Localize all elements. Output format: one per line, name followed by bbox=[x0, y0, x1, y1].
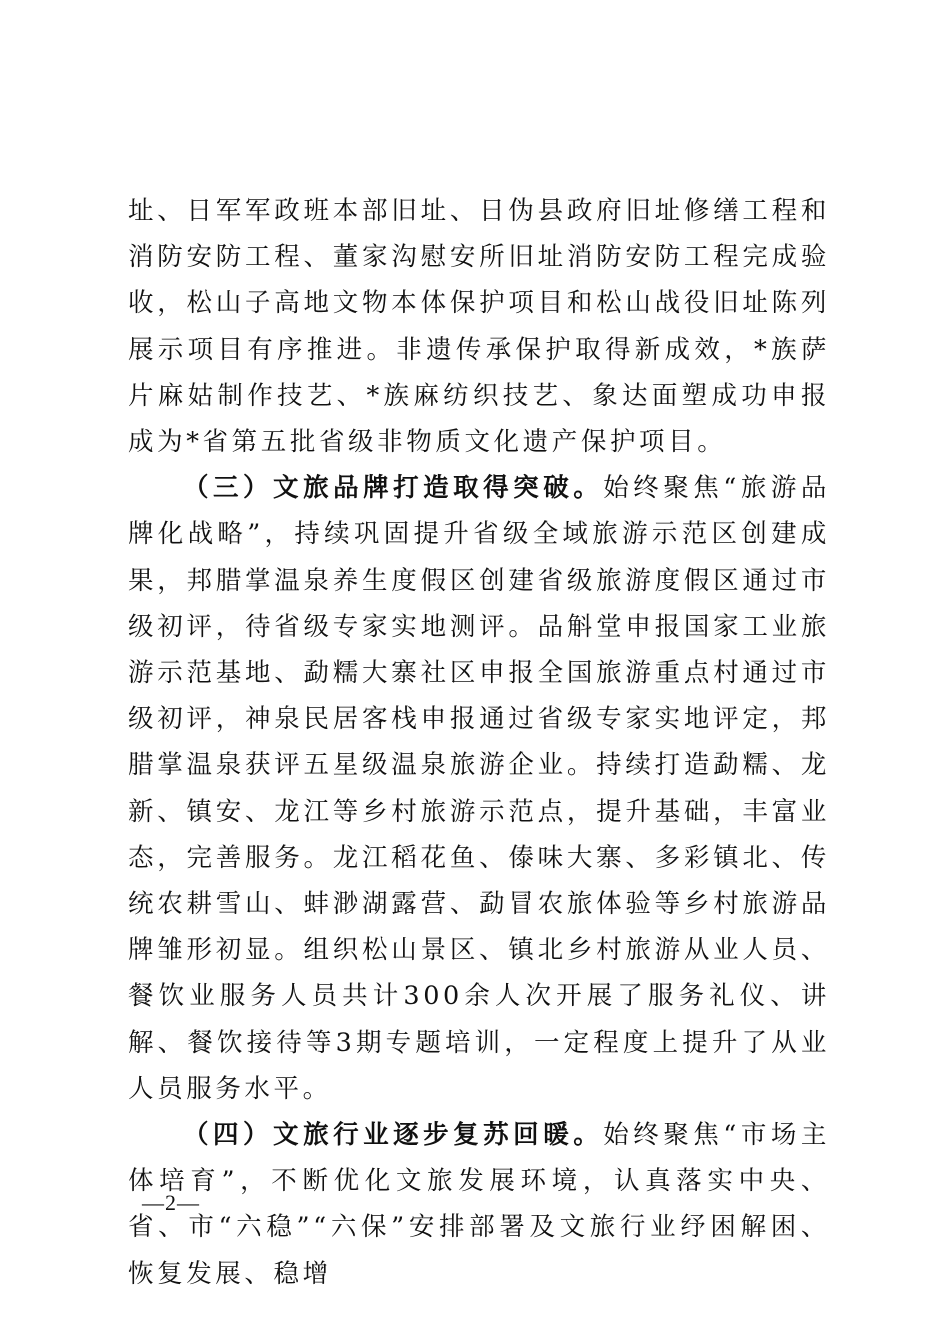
paragraph-section-3 bbox=[128, 465, 830, 1112]
section-heading: （四）文旅行业逐步复苏回暖。 bbox=[183, 1120, 604, 1151]
paragraph-text: 址、日军军政班本部旧址、日伪县政府旧址修缮工程和消防安防工程、董家沟慰安所旧址消防安防工程完成验收，松山子高地文物本体保护项目和松山战役旧址陈列展示项目有序推进。非遗传承保护取得新成效，*族萨片麻姑制作技艺、*族麻纺织技艺、象达面塑成功申报成为*省第五批省级非物质文化遗产保护项目。 bbox=[128, 196, 830, 458]
page-number: —2— bbox=[142, 1190, 200, 1215]
paragraph-section-4 bbox=[128, 1112, 830, 1297]
body-text bbox=[128, 188, 830, 1297]
paragraph-text: 始终聚焦“旅游品牌化战略”，持续巩固提升省级全域旅游示范区创建成果，邦腊掌温泉养生度假区创建省级旅游度假区通过市级初评，待省级专家实地测评。品斛堂申报国家工业旅游示范基地、勐糯大寨社区申报全国旅游重点村通过市级初评，神泉民居客栈申报通过省级专家实地评定，邦腊掌温泉获评五星级温泉旅游企业。持续打造勐糯、龙新、镇安、龙江等乡村旅游示范点，提升基础，丰富业态，完善服务。龙江稻花鱼、傣味大寨、多彩镇北、传统农耕雪山、蚌渺湖露营、勐冒农旅体验等乡村旅游品牌雏形初显。组织松山景区、镇北乡村旅游从业人员、餐饮业服务人员共计300余人次开展了服务礼仪、讲解、餐饮接待等3期专题培训，一定程度上提升了从业人员服务水平。 bbox=[128, 473, 830, 1104]
section-heading: （三）文旅品牌打造取得突破。 bbox=[183, 473, 604, 504]
paragraph-text: 始终聚焦“市场主体培育”，不断优化文旅发展环境，认真落实中央、省、市“六稳”“六保”安排部署及文旅行业纾困解困、恢复发展、稳增 bbox=[128, 1120, 830, 1289]
paragraph-continued bbox=[128, 188, 830, 465]
